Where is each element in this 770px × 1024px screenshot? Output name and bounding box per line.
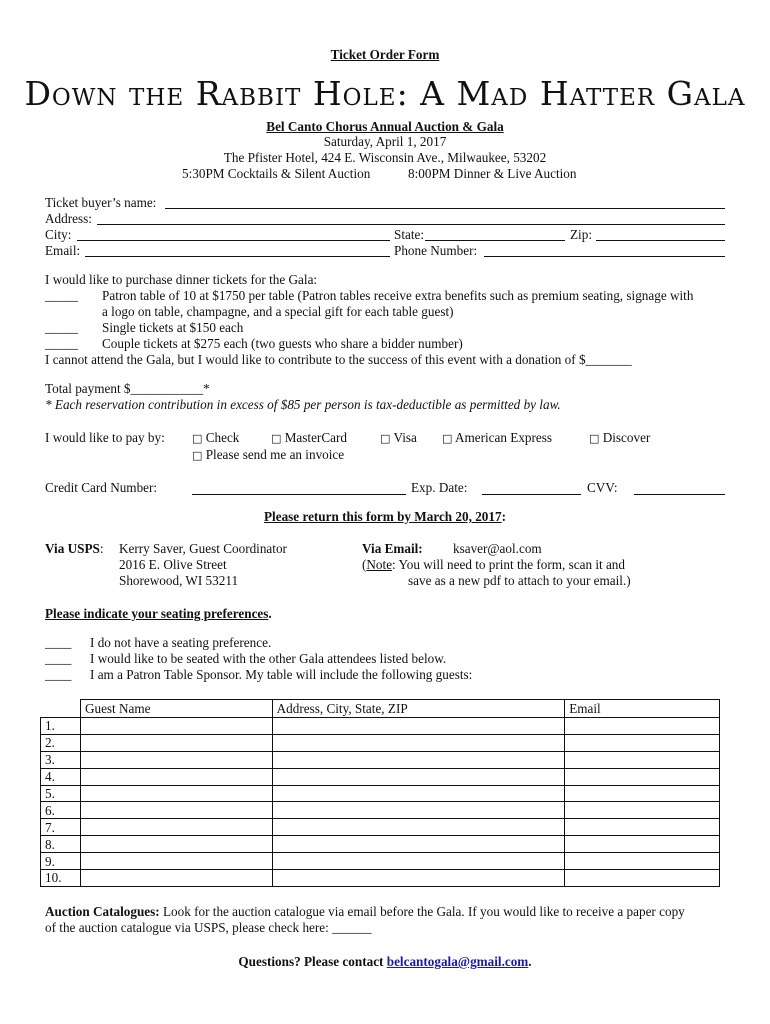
- city-field[interactable]: [77, 240, 390, 241]
- address-cell[interactable]: [272, 870, 565, 887]
- contact-email-link[interactable]: belcantogala@gmail.com: [386, 954, 529, 969]
- address-cell[interactable]: [272, 836, 565, 853]
- guest-name-cell[interactable]: [80, 819, 272, 836]
- email-note: (Note: You will need to print the form, scan it and: [362, 557, 625, 572]
- cvv-field[interactable]: [634, 494, 725, 495]
- single-option: Single tickets at $150 each: [102, 320, 244, 335]
- usps-city: Shorewood, WI 53211: [119, 573, 239, 588]
- email-cell[interactable]: [565, 836, 720, 853]
- email-cell[interactable]: [565, 802, 720, 819]
- payment-label: I would like to pay by:: [45, 430, 165, 445]
- row-number: 6.: [41, 802, 81, 819]
- email-cell[interactable]: [565, 734, 720, 751]
- seating-heading: Please indicate your seating preferences.: [45, 606, 272, 621]
- guest-name-cell[interactable]: [80, 802, 272, 819]
- checkbox-icon[interactable]: □: [442, 432, 453, 445]
- email-return-value[interactable]: ksaver@aol.com: [453, 541, 542, 556]
- email-label: Email:: [45, 243, 81, 258]
- invoice-option[interactable]: □ Please send me an invoice: [192, 447, 345, 462]
- row-number: 7.: [41, 819, 81, 836]
- address-cell[interactable]: [272, 819, 565, 836]
- table-row: [41, 819, 720, 836]
- table-row: [41, 836, 720, 853]
- patron-blank[interactable]: _____: [45, 288, 78, 303]
- column-header: Email: [565, 700, 720, 718]
- guest-name-cell[interactable]: [80, 718, 272, 735]
- seating-option-attendees: I would like to be seated with the other Gala attendees listed below.: [90, 651, 447, 666]
- guest-table: [40, 699, 720, 887]
- table-row: [41, 870, 720, 887]
- catalogue-note: Auction Catalogues: Look for the auction catalogue via email before the Gala. If you would like to receive a paper copy: [45, 904, 685, 919]
- questions-line: Questions? Please contact belcantogala@gmail.com.: [238, 954, 532, 969]
- exp-date-field[interactable]: [482, 494, 581, 495]
- exp-date-label: Exp. Date:: [411, 480, 468, 495]
- guest-name-cell[interactable]: [80, 785, 272, 802]
- cvv-label: CVV:: [587, 480, 618, 495]
- guest-name-cell[interactable]: [80, 836, 272, 853]
- cc-number-field[interactable]: [192, 494, 406, 495]
- cocktails-time: 5:30PM Cocktails & Silent Auction: [182, 166, 371, 181]
- row-number-header: [41, 700, 81, 718]
- visa-option[interactable]: □ Visa: [380, 430, 417, 445]
- guest-name-cell[interactable]: [80, 853, 272, 870]
- row-number: 3.: [41, 751, 81, 768]
- email-cell[interactable]: [565, 819, 720, 836]
- zip-field[interactable]: [596, 240, 725, 241]
- event-date: Saturday, April 1, 2017: [323, 134, 447, 149]
- address-cell[interactable]: [272, 802, 565, 819]
- email-cell[interactable]: [565, 751, 720, 768]
- buyer-name-field[interactable]: [165, 208, 725, 209]
- address-cell[interactable]: [272, 734, 565, 751]
- cc-number-label: Credit Card Number:: [45, 480, 158, 495]
- email-return-label: Via Email:: [362, 541, 423, 556]
- phone-label: Phone Number:: [394, 243, 478, 258]
- checkbox-icon[interactable]: □: [589, 432, 600, 445]
- column-header: Address, City, State, ZIP: [272, 700, 565, 718]
- patron-option: Patron table of 10 at $1750 per table (Patron tables receive extra benefits such as premium seating, signage with: [102, 288, 694, 303]
- table-row: [41, 734, 720, 751]
- check-option[interactable]: □ Check: [192, 430, 240, 445]
- row-number: 2.: [41, 734, 81, 751]
- single-blank[interactable]: _____: [45, 320, 78, 335]
- seating-option-none: I do not have a seating preference.: [90, 635, 272, 650]
- address-cell[interactable]: [272, 718, 565, 735]
- guest-name-cell[interactable]: [80, 734, 272, 751]
- row-number: 5.: [41, 785, 81, 802]
- email-cell[interactable]: [565, 718, 720, 735]
- table-row: [41, 853, 720, 870]
- table-row: [41, 751, 720, 768]
- email-cell[interactable]: [565, 853, 720, 870]
- donation-option[interactable]: I cannot attend the Gala, but I would like to contribute to the success of this event with a donation of $_______: [45, 352, 632, 367]
- address-cell[interactable]: [272, 853, 565, 870]
- guest-name-cell[interactable]: [80, 751, 272, 768]
- column-header: Guest Name: [80, 700, 272, 718]
- patron-option-cont: a logo on table, champagne, and a special gift for each table guest): [102, 304, 454, 319]
- seating-blank[interactable]: ____: [45, 651, 72, 666]
- email-cell[interactable]: [565, 768, 720, 785]
- usps-name: Kerry Saver, Guest Coordinator: [119, 541, 287, 556]
- checkbox-icon[interactable]: □: [380, 432, 391, 445]
- row-number: 10.: [41, 870, 81, 887]
- table-row: [41, 768, 720, 785]
- checkbox-icon[interactable]: □: [192, 449, 203, 462]
- total-payment[interactable]: Total payment $___________*: [45, 381, 210, 396]
- usps-label: Via USPS:: [45, 541, 104, 556]
- discover-option[interactable]: □ Discover: [589, 430, 651, 445]
- address-cell[interactable]: [272, 751, 565, 768]
- catalogue-note-cont[interactable]: of the auction catalogue via USPS, please check here: ______: [45, 920, 372, 935]
- table-header-row: [41, 700, 720, 718]
- organizer-line: Bel Canto Chorus Annual Auction & Gala: [266, 119, 504, 134]
- tax-note: * Each reservation contribution in excess of $85 per person is tax-deductible as permitted by law.: [45, 397, 561, 412]
- address-field[interactable]: [97, 224, 725, 225]
- seating-blank[interactable]: ____: [45, 635, 72, 650]
- mastercard-option[interactable]: □ MasterCard: [271, 430, 347, 445]
- email-cell[interactable]: [565, 870, 720, 887]
- row-number: 1.: [41, 718, 81, 735]
- event-venue: The Pfister Hotel, 424 E. Wisconsin Ave., Milwaukee, 53202: [223, 150, 547, 165]
- table-row: [41, 718, 720, 735]
- address-cell[interactable]: [272, 768, 565, 785]
- email-cell[interactable]: [565, 785, 720, 802]
- tickets-intro: I would like to purchase dinner tickets for the Gala:: [45, 272, 318, 287]
- table-row: [41, 802, 720, 819]
- return-heading: Please return this form by March 20, 2017:: [264, 509, 506, 524]
- address-cell[interactable]: [272, 785, 565, 802]
- city-label: City:: [45, 227, 72, 242]
- state-field[interactable]: [425, 240, 565, 241]
- address-label: Address:: [45, 211, 92, 226]
- event-title: Down the Rabbit Hole: A Mad Hatter Gala: [24, 74, 746, 113]
- row-number: 4.: [41, 768, 81, 785]
- usps-street: 2016 E. Olive Street: [119, 557, 227, 572]
- checkbox-icon[interactable]: □: [192, 432, 203, 445]
- guest-name-cell[interactable]: [80, 768, 272, 785]
- seating-blank[interactable]: ____: [45, 667, 72, 682]
- seating-option-sponsor: I am a Patron Table Sponsor. My table will include the following guests:: [90, 667, 473, 682]
- checkbox-icon[interactable]: □: [271, 432, 282, 445]
- zip-label: Zip:: [570, 227, 592, 242]
- row-number: 9.: [41, 853, 81, 870]
- state-label: State:: [394, 227, 425, 242]
- couple-option: Couple tickets at $275 each (two guests who share a bidder number): [102, 336, 463, 351]
- email-field[interactable]: [85, 256, 390, 257]
- phone-field[interactable]: [484, 256, 725, 257]
- amex-option[interactable]: □ American Express: [442, 430, 553, 445]
- buyer-name-label: Ticket buyer’s name:: [45, 195, 157, 210]
- table-row: [41, 785, 720, 802]
- couple-blank[interactable]: _____: [45, 336, 78, 351]
- guest-name-cell[interactable]: [80, 870, 272, 887]
- form-title: Ticket Order Form: [330, 47, 440, 62]
- email-note-cont: save as a new pdf to attach to your email.): [408, 573, 631, 588]
- dinner-time: 8:00PM Dinner & Live Auction: [408, 166, 577, 181]
- row-number: 8.: [41, 836, 81, 853]
